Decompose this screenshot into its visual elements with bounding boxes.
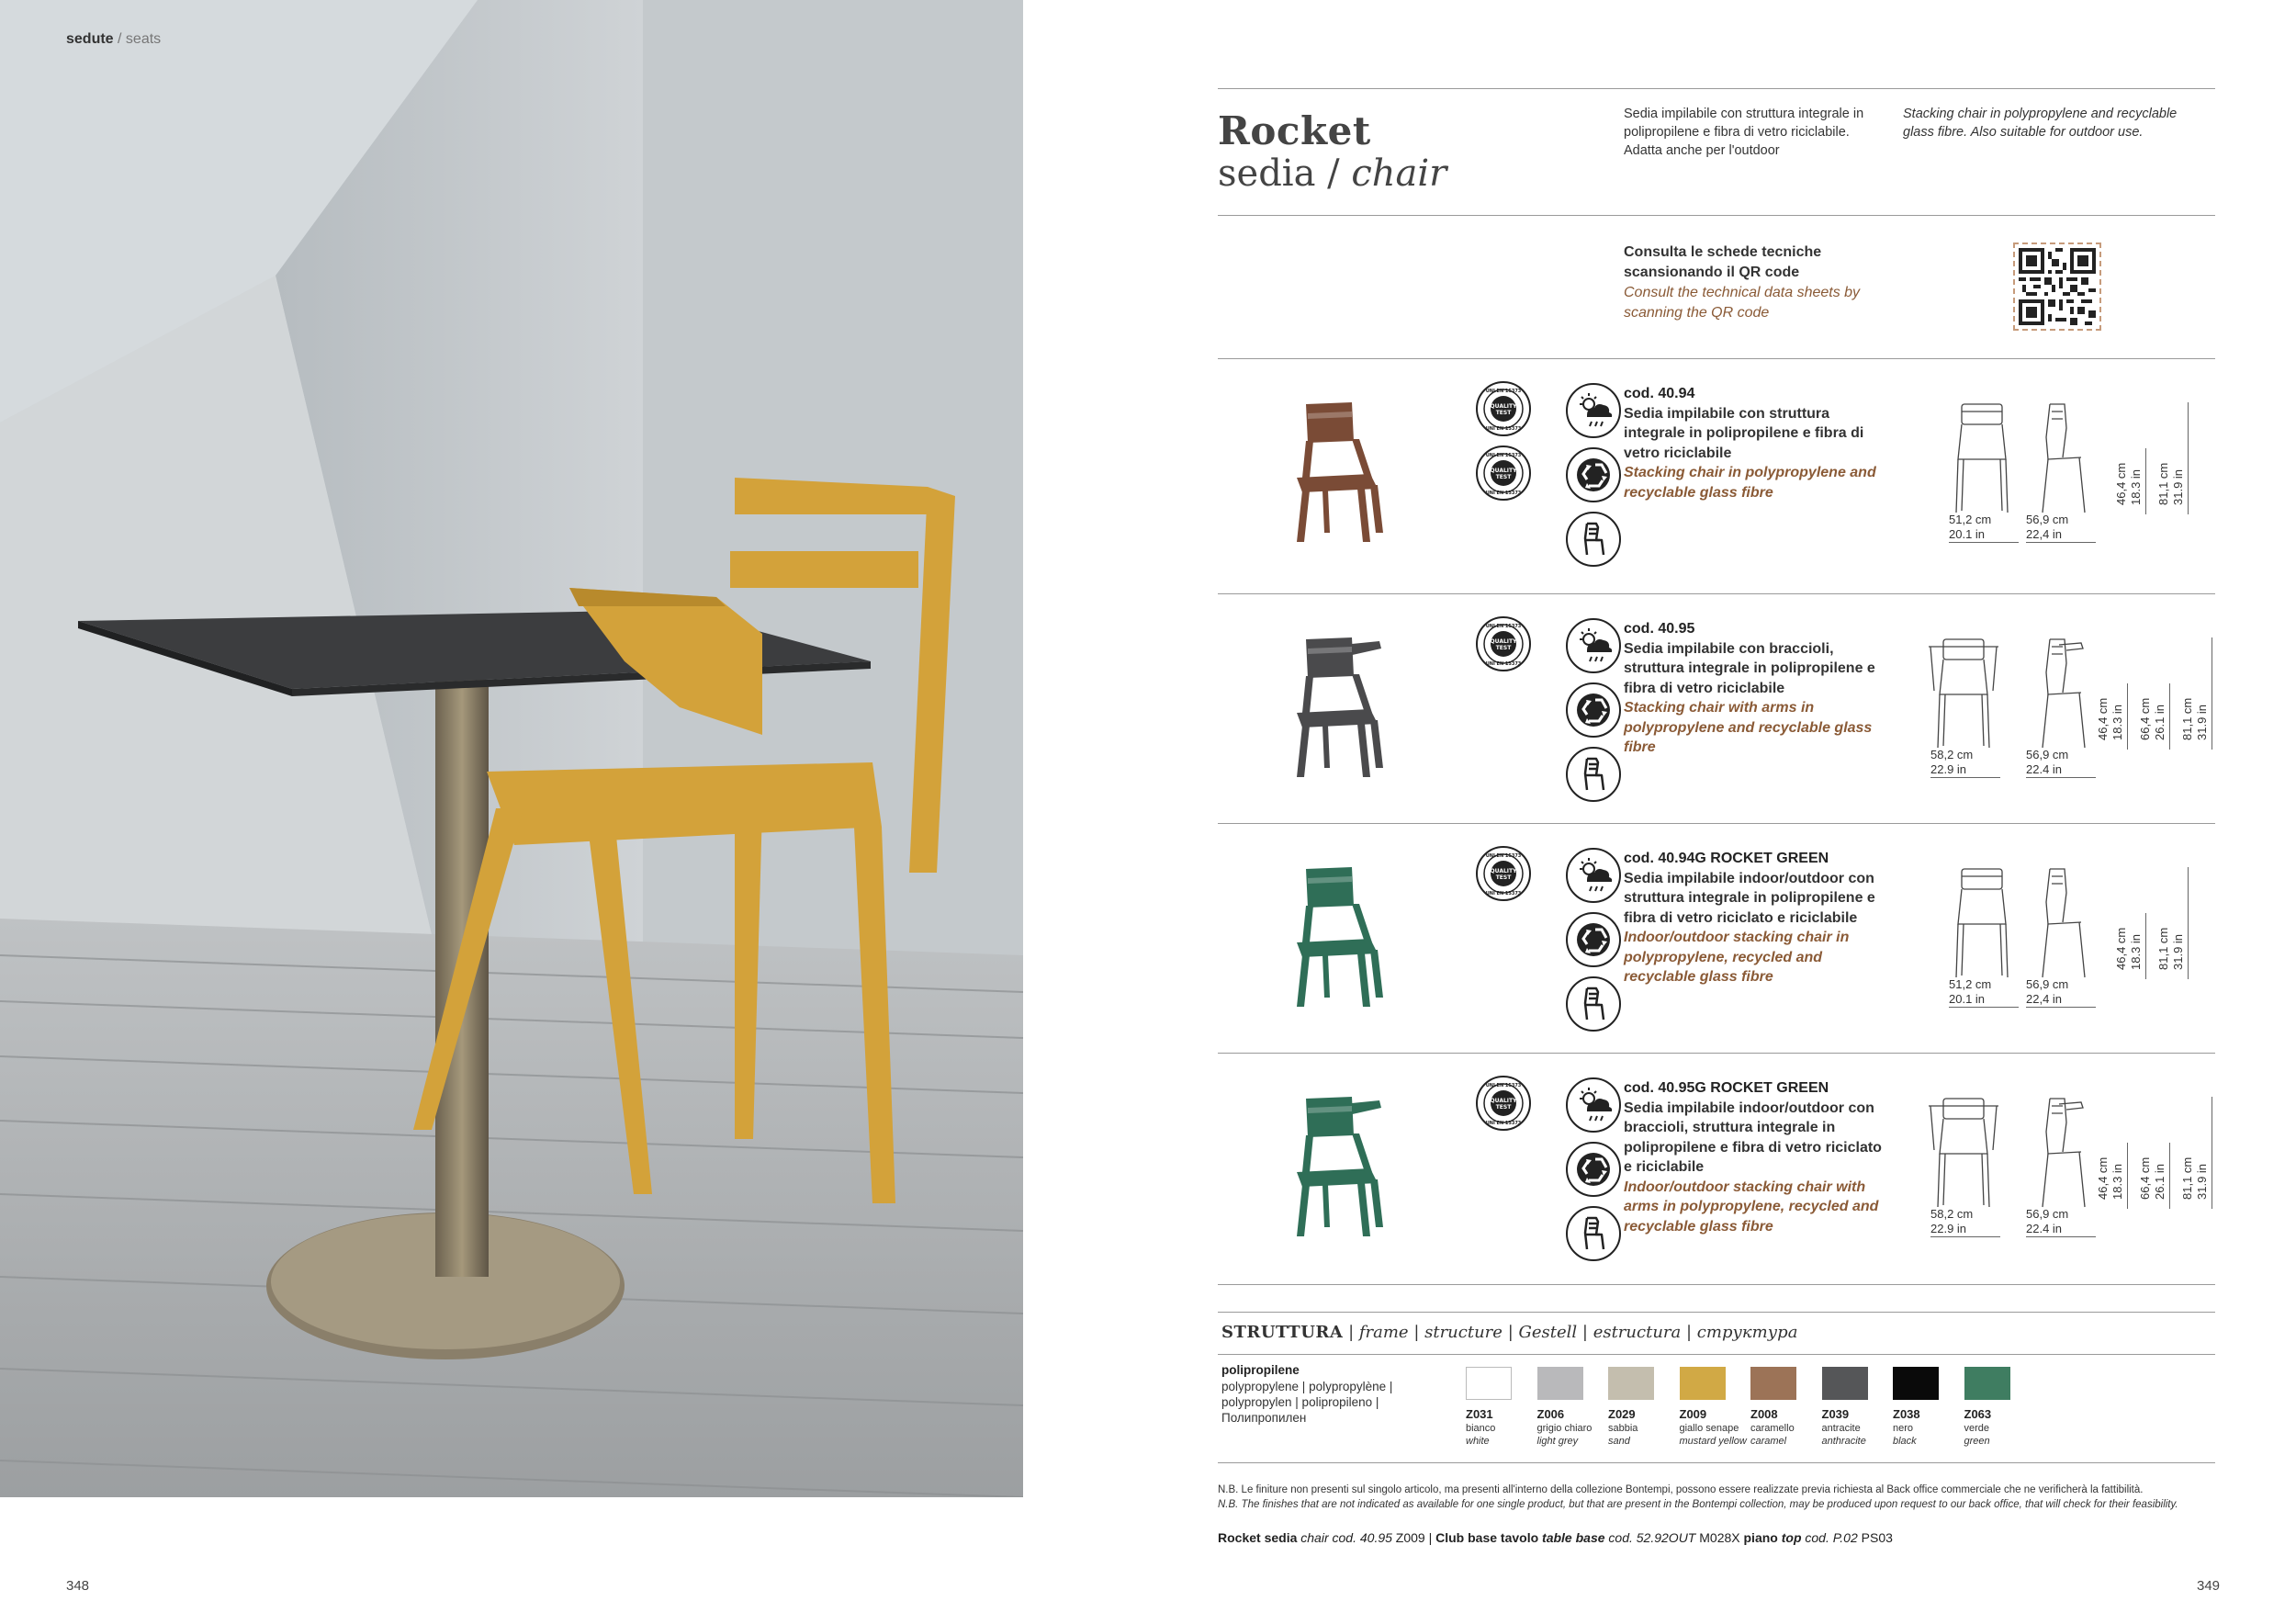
finish-swatch [1822,1367,1868,1400]
structure-lang: estructura [1593,1323,1682,1342]
stackable-chair-icon [1565,511,1622,568]
caption-part: chair [1300,1530,1329,1545]
subtitle-it: sedia / [1218,152,1340,195]
note-it: N.B. Le finiture non presenti sul singolo articolo, ma presenti all'interno della collezione Bontempi, possono essere realizzate previa richiesta al Back office commerciale che ne verificherà la fattibilità. [1218,1484,2144,1495]
side-view-drawing [2026,636,2099,760]
product-title: Rocket [1218,108,1371,153]
svg-text:QUALITY: QUALITY [1490,403,1517,410]
svg-text:UNI EN 15373: UNI EN 15373 [1485,389,1522,394]
finish-name-en: green [1964,1436,1990,1447]
divider [1218,1053,2215,1054]
product-subtitle [1218,152,1446,195]
divider [1218,1312,2215,1313]
finish-swatch [1680,1367,1726,1400]
height-dimension: 46,4 cm 18.3 in [2114,927,2143,970]
finish-name-it: bianco [1466,1423,1496,1434]
note-en: N.B. The finishes that are not indicated as available for one single product, but that are present in the Bontempi collection, may be produced upon request to our back office, that will check for their feasibility. [1218,1499,2178,1510]
height-dimension: 46,4 cm 18.3 in [2096,697,2124,740]
structure-lang: structure [1424,1323,1503,1342]
weather-resistant-icon [1565,1077,1622,1133]
depth-dimension: 56,9 cm 22.4 in [2026,1207,2096,1237]
stackable-chair-icon [1565,746,1622,803]
description-en: Stacking chair in polypropylene and recyclable glass fibre. Also suitable for outdoor use. [1903,107,2178,140]
finish-name-it: nero [1893,1423,1914,1434]
recycle-icon [1565,446,1622,503]
svg-text:TEST: TEST [1495,874,1512,881]
page-number-right: 349 [2197,1578,2221,1594]
structure-lang: структура [1696,1323,1798,1342]
finish-code: Z031 [1466,1407,1493,1421]
qr-text-it: Consulta le schede tecniche scansionando il QR code [1624,244,1822,280]
svg-text:UNI EN 15373: UNI EN 15373 [1485,491,1522,496]
product-desc-it: Sedia impilabile indoor/outdoor con struttura integrale in polipropilene e fibra di vetro riciclato e riciclabile [1624,870,1875,926]
svg-text:TEST: TEST [1495,474,1512,480]
finish-swatch [1466,1367,1512,1400]
height-line [2188,867,2189,979]
finish-code: Z039 [1821,1407,1850,1421]
svg-text:QUALITY: QUALITY [1490,868,1517,874]
product-thumbnail[interactable] [1269,386,1407,560]
product-code: cod. 40.94G ROCKET GREEN [1624,851,1829,866]
svg-text:QUALITY: QUALITY [1490,468,1517,474]
product-thumbnail[interactable] [1269,621,1407,795]
front-view-drawing [1945,865,2019,989]
divider [1218,1284,2215,1285]
section-label [66,31,161,48]
product-thumbnail[interactable] [1269,851,1407,1025]
quality-test-badge-icon [1475,445,1532,502]
height-dimension: 46,4 cm 18.3 in [2096,1156,2124,1200]
svg-text:UNI EN 15373: UNI EN 15373 [1485,426,1522,432]
side-view-drawing [2026,1095,2099,1219]
page-number-left: 348 [66,1578,90,1594]
svg-text:UNI EN 15373: UNI EN 15373 [1485,624,1522,629]
product-photo [0,0,1023,1497]
product-desc-en: Indoor/outdoor stacking chair with arms in polypropylene, recycled and recyclable glass fibre [1624,1179,1879,1235]
side-view-drawing [2026,865,2099,989]
height-line [2169,683,2170,750]
finish-swatch [1893,1367,1939,1400]
material-names: polypropylene | polypropylène | polypropylen | polipropileno | Полипропилен [1221,1380,1393,1425]
product-desc-it: Sedia impilabile con struttura integrale in polipropilene e fibra di vetro riciclabile [1624,405,1864,461]
product-text [1624,849,1890,987]
section-name-en: / seats [118,31,162,47]
caption-part: Club base tavolo [1435,1530,1539,1545]
height-dimension: 81,1 cm 31.9 in [2156,927,2185,970]
caption-part: table base [1542,1530,1605,1545]
depth-dimension: 56,9 cm 22,4 in [2026,513,2096,543]
height-dimension: 66,4 cm 26.1 in [2138,1156,2167,1200]
divider [1218,358,2215,359]
svg-text:TEST: TEST [1495,410,1512,416]
recycle-icon [1565,1141,1622,1198]
width-dimension: 58,2 cm 22.9 in [1930,1207,2000,1237]
height-dimension: 81,1 cm 31.9 in [2180,697,2209,740]
qr-text-en: Consult the technical data sheets by scanning the QR code [1624,285,1861,321]
svg-text:UNI EN 15373: UNI EN 15373 [1485,1083,1522,1088]
finish-swatch [1537,1367,1583,1400]
description-it: Sedia impilabile con struttura integrale in polipropilene e fibra di vetro riciclabile. Adatta anche per l'outdoor [1624,107,1864,158]
side-view-drawing [2026,400,2099,524]
recycle-icon [1565,911,1622,968]
recycle-icon [1565,682,1622,739]
height-dimension: 46,4 cm 18.3 in [2114,462,2143,505]
height-line [2127,1143,2128,1209]
quality-test-badge-icon [1475,845,1532,902]
structure-lang: frame [1358,1323,1409,1342]
finish-name-it: antracite [1821,1423,1861,1434]
svg-text:UNI EN 15373: UNI EN 15373 [1485,1121,1522,1126]
depth-dimension: 56,9 cm 22,4 in [2026,977,2096,1008]
height-dimension: 81,1 cm 31.9 in [2156,462,2185,505]
height-dimension: 81,1 cm 31.9 in [2180,1156,2209,1200]
finish-name-en: white [1466,1436,1490,1447]
product-text [1624,1078,1890,1236]
product-text [1624,619,1890,758]
divider [1218,1354,2215,1355]
photo-caption [1218,1530,1893,1545]
caption-part: cod. 52.92OUT [1608,1530,1696,1545]
finish-code: Z008 [1750,1407,1778,1421]
divider [1218,215,2215,216]
height-line [2145,913,2146,979]
caption-part: Z009 | [1391,1530,1436,1545]
divider [1218,593,2215,594]
front-view-drawing [1927,636,2000,760]
finish-swatch [1608,1367,1654,1400]
stackable-chair-icon [1565,1205,1622,1262]
caption-part: cod. 40.95 [1332,1530,1392,1545]
structure-title: STRUTTURA [1221,1323,1344,1342]
finish-code: Z063 [1964,1407,1992,1421]
product-code: cod. 40.95G ROCKET GREEN [1624,1080,1829,1096]
front-view-drawing [1945,400,2019,524]
width-dimension: 51,2 cm 20.1 in [1949,977,2019,1008]
finish-name-en: mustard yellow [1679,1436,1747,1447]
finish-code: Z029 [1608,1407,1636,1421]
width-dimension: 51,2 cm 20.1 in [1949,513,2019,543]
product-desc-it: Sedia impilabile indoor/outdoor con braccioli, struttura integrale in polipropilene e fibra di vetro riciclato e riciclabile [1624,1100,1882,1175]
weather-resistant-icon [1565,617,1622,674]
section-name: sedute [66,31,114,47]
subtitle-en: chair [1351,152,1447,195]
svg-text:QUALITY: QUALITY [1490,638,1517,645]
finish-code: Z038 [1893,1407,1920,1421]
svg-text:UNI EN 15373: UNI EN 15373 [1485,661,1522,667]
height-line [2127,683,2128,750]
finish-name-en: caramel [1750,1436,1787,1447]
product-code: cod. 40.95 [1624,621,1695,637]
height-line [2188,402,2189,514]
product-thumbnail[interactable] [1269,1080,1407,1255]
caption-part: cod. P.02 [1805,1530,1858,1545]
finish-name-en: sand [1608,1436,1630,1447]
front-view-drawing [1927,1095,2000,1219]
quality-test-badge-icon [1475,380,1532,437]
material-title: polipropilene [1221,1363,1300,1377]
svg-text:QUALITY: QUALITY [1490,1098,1517,1104]
qr-code-icon[interactable] [2013,242,2101,331]
product-desc-en: Stacking chair in polypropylene and recyclable glass fibre [1624,465,1876,501]
svg-text:TEST: TEST [1495,645,1512,651]
finish-swatch [1750,1367,1796,1400]
finish-name-it: giallo senape [1679,1423,1739,1434]
structure-lang: Gestell [1518,1323,1578,1342]
divider [1218,823,2215,824]
finish-name-it: sabbia [1608,1423,1638,1434]
divider [1218,88,2215,89]
svg-text:UNI EN 15373: UNI EN 15373 [1485,891,1522,897]
svg-text:UNI EN 15373: UNI EN 15373 [1485,853,1522,859]
finish-name-en: anthracite [1821,1436,1866,1447]
structure-heading: STRUTTURA | frame | structure | Gestell | estructura | структура [1221,1323,1798,1342]
divider [1218,1462,2215,1463]
height-dimension: 66,4 cm 26.1 in [2138,697,2167,740]
caption-part: Rocket sedia [1218,1530,1298,1545]
weather-resistant-icon [1565,382,1622,439]
product-text [1624,384,1890,502]
quality-test-badge-icon [1475,615,1532,672]
product-code: cod. 40.94 [1624,386,1695,401]
caption-part: PS03 [1857,1530,1893,1545]
finish-swatch [1964,1367,2010,1400]
quality-test-badge-icon [1475,1075,1532,1132]
svg-text:UNI EN 15373: UNI EN 15373 [1485,453,1522,458]
finish-name-it: grigio chiaro [1536,1423,1593,1434]
svg-text:TEST: TEST [1495,1104,1512,1111]
weather-resistant-icon [1565,847,1622,904]
finish-name-en: light grey [1536,1436,1579,1447]
caption-part: M028X [1695,1530,1744,1545]
stackable-chair-icon [1565,976,1622,1032]
depth-dimension: 56,9 cm 22.4 in [2026,748,2096,778]
height-line [2145,448,2146,514]
height-line [2169,1143,2170,1209]
finish-code: Z009 [1679,1407,1707,1421]
product-desc-it: Sedia impilabile con braccioli, struttura integrale in polipropilene e fibra di vetro riciclabile [1624,640,1875,696]
finish-name-it: verde [1964,1423,1990,1434]
finish-code: Z006 [1536,1407,1565,1421]
finish-name-en: black [1893,1436,1917,1447]
product-desc-en: Stacking chair with arms in polypropylene and recyclable glass fibre [1624,700,1873,755]
product-desc-en: Indoor/outdoor stacking chair in polypropylene, recycled and recyclable glass fibre [1624,930,1850,985]
finish-name-it: caramello [1750,1423,1795,1434]
caption-part: top [1781,1530,1802,1545]
width-dimension: 58,2 cm 22.9 in [1930,748,2000,778]
caption-part: piano [1743,1530,1778,1545]
